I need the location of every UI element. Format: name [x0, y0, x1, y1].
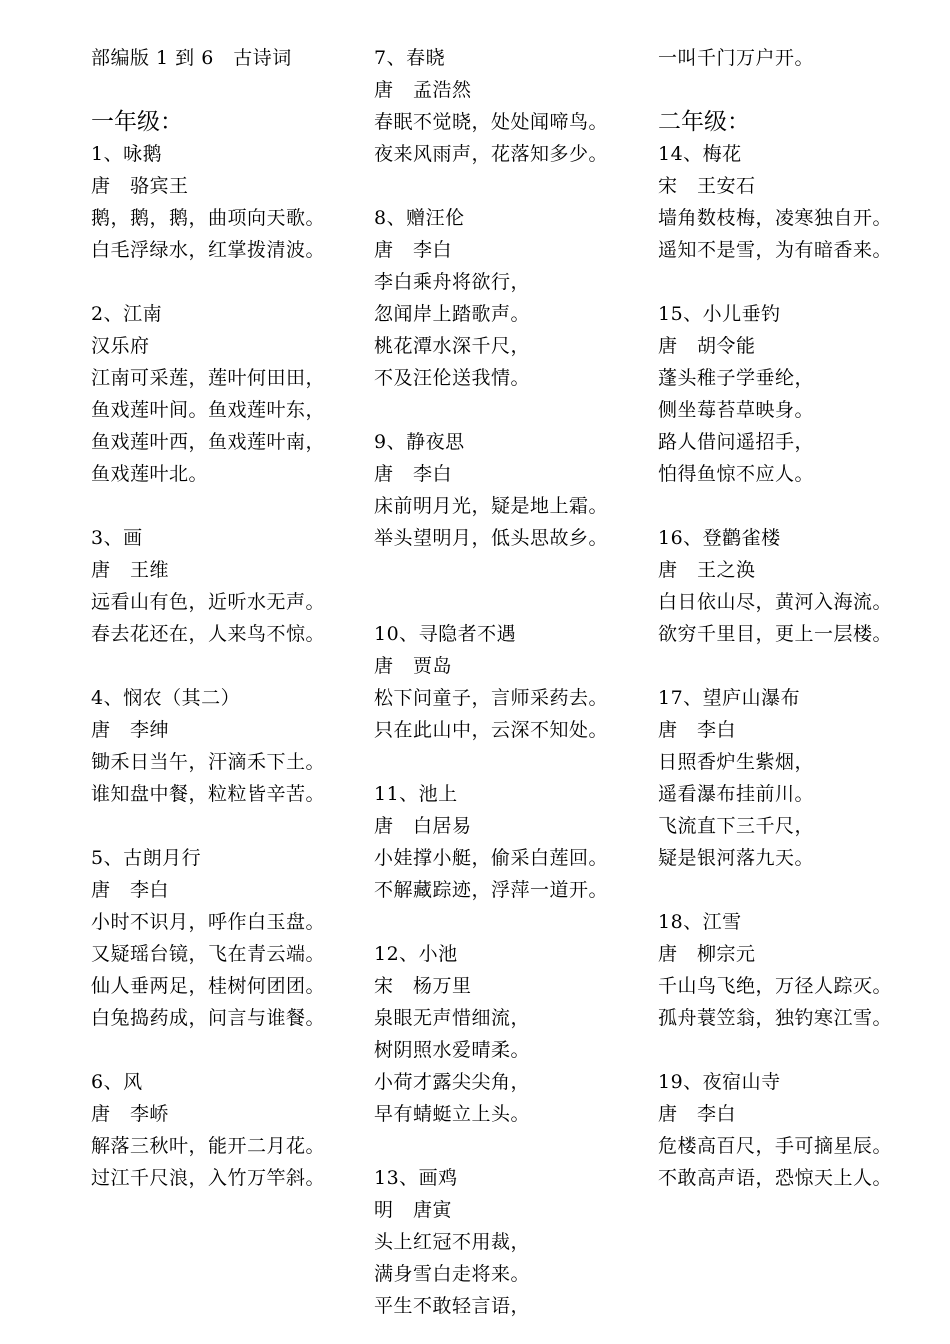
poem-author: 唐 李峤: [91, 1103, 170, 1125]
poem-line: 白毛浮绿水，红掌拨清波。: [91, 239, 326, 261]
spacer: [91, 490, 359, 522]
poem-line: 松下问童子，言师采药去。: [374, 687, 609, 709]
poem-title: 12、小池: [374, 943, 458, 965]
poem-12: [374, 938, 642, 1130]
poem-author: 唐 王之涣: [658, 559, 756, 581]
poem-line: 路人借问遥招手，: [658, 431, 815, 453]
poem-author: 明 唐寅: [374, 1199, 453, 1221]
poem-line: 小荷才露尖尖角，: [374, 1071, 531, 1093]
spacer: [658, 650, 943, 682]
poem-line: 小娃撑小艇，偷采白莲回。: [374, 847, 609, 869]
spacer: [374, 586, 642, 618]
poem-title: 5、古朗月行: [91, 847, 202, 869]
grade-heading-1: 一年级：: [91, 109, 183, 135]
poem-18: [658, 906, 943, 1034]
poem-author: 唐 孟浩然: [374, 79, 472, 101]
poem-author: 唐 李白: [374, 239, 453, 261]
poem-title: 8、赠汪伦: [374, 207, 465, 229]
poem-line: 谁知盘中餐，粒粒皆辛苦。: [91, 783, 326, 805]
spacer: [91, 810, 359, 842]
poem-line: 小时不识月，呼作白玉盘。: [91, 911, 326, 933]
poem-line: 不敢高声语，恐惊天上人。: [658, 1167, 893, 1189]
poem-line: 千山鸟飞绝，万径人踪灭。: [658, 975, 893, 997]
poem-line: 泉眼无声惜细流，: [374, 1007, 531, 1029]
spacer: [658, 874, 943, 906]
column-3: [658, 42, 943, 1194]
poem-line: 鹅，鹅，鹅，曲项向天歌。: [91, 207, 326, 229]
poem-17: [658, 682, 943, 874]
poem-title: 10、寻隐者不遇: [374, 623, 517, 645]
poem-line: 飞流直下三千尺，: [658, 815, 815, 837]
poem-author: 宋 杨万里: [374, 975, 472, 997]
poem-author: 唐 李白: [91, 879, 170, 901]
poem-author: 唐 李白: [658, 1103, 737, 1125]
poem-10: [374, 618, 642, 746]
poem-line: 满身雪白走将来。: [374, 1263, 531, 1285]
column-1: [91, 42, 359, 1194]
spacer: [374, 170, 642, 202]
spacer: [658, 74, 943, 106]
poem-author: 唐 李白: [658, 719, 737, 741]
poem-line: 春眠不觉晓，处处闻啼鸟。: [374, 111, 609, 133]
poem-line: 过江千尺浪，入竹万竿斜。: [91, 1167, 326, 1189]
poem-11: [374, 778, 642, 906]
poem-line: 蓬头稚子学垂纶，: [658, 367, 815, 389]
poem-16: [658, 522, 943, 650]
poem-9: [374, 426, 642, 554]
spacer: [658, 490, 943, 522]
poem-author: 唐 贾岛: [374, 655, 453, 677]
poem-7: [374, 42, 642, 170]
poem-title: 19、夜宿山寺: [658, 1071, 781, 1093]
poem-line: 白兔捣药成，问言与谁餐。: [91, 1007, 326, 1029]
poem-line: 怕得鱼惊不应人。: [658, 463, 815, 485]
poem-6: [91, 1066, 359, 1194]
poem-line: 遥知不是雪，为有暗香来。: [658, 239, 893, 261]
poem-line: 不解藏踪迹，浮萍一道开。: [374, 879, 609, 901]
poem-line: 桃花潭水深千尺，: [374, 335, 531, 357]
poem-line: 举头望明月，低头思故乡。: [374, 527, 609, 549]
poem-title: 7、春晓: [374, 47, 446, 69]
poem-line: 早有蜻蜓立上头。: [374, 1103, 531, 1125]
poem-line: 不及汪伦送我情。: [374, 367, 531, 389]
poem-line: 遥看瀑布挂前川。: [658, 783, 815, 805]
poem-line: 墙角数枝梅，凌寒独自开。: [658, 207, 893, 229]
poem-line: 又疑瑶台镜，飞在青云端。: [91, 943, 326, 965]
poem-line: 平生不敢轻言语，: [374, 1295, 531, 1317]
poem-author: 唐 白居易: [374, 815, 472, 837]
spacer: [91, 266, 359, 298]
poem-title: 3、画: [91, 527, 143, 549]
poem-line: 忽闻岸上踏歌声。: [374, 303, 531, 325]
poem-line: 欲穷千里目，更上一层楼。: [658, 623, 893, 645]
spacer: [374, 746, 642, 778]
spacer: [91, 1034, 359, 1066]
poem-line: 鱼戏莲叶北。: [91, 463, 209, 485]
spacer: [374, 1130, 642, 1162]
document-title: 部编版 1 到 6 古诗词: [91, 47, 292, 69]
spacer: [91, 650, 359, 682]
poem-14: [658, 138, 943, 266]
spacer: [374, 906, 642, 938]
poem-line: 日照香炉生紫烟，: [658, 751, 815, 773]
poem-line: 孤舟蓑笠翁，独钓寒江雪。: [658, 1007, 893, 1029]
poem-author: 宋 王安石: [658, 175, 756, 197]
poem-2: [91, 298, 359, 490]
column-2: [374, 42, 642, 1322]
poem-line: 床前明月光，疑是地上霜。: [374, 495, 609, 517]
poem-line: 侧坐莓苔草映身。: [658, 399, 815, 421]
spacer: [658, 266, 943, 298]
poem-line: 夜来风雨声，花落知多少。: [374, 143, 609, 165]
poem-author: 唐 胡令能: [658, 335, 756, 357]
poem-title: 1、咏鹅: [91, 143, 163, 165]
poem-8: [374, 202, 642, 394]
poem-19: [658, 1066, 943, 1194]
spacer: [374, 394, 642, 426]
poem-title: 4、悯农（其二）: [91, 687, 241, 709]
poem-author: 唐 李白: [374, 463, 453, 485]
poem-line: 疑是银河落九天。: [658, 847, 815, 869]
poem-title: 16、登鹳雀楼: [658, 527, 781, 549]
spacer: [374, 554, 642, 586]
poem-13: [374, 1162, 642, 1322]
poem-author: 汉乐府: [91, 335, 150, 357]
poem-line: 树阴照水爱晴柔。: [374, 1039, 531, 1061]
poem-title: 18、江雪: [658, 911, 742, 933]
poem-line: 锄禾日当午，汗滴禾下土。: [91, 751, 326, 773]
poem-author: 唐 王维: [91, 559, 170, 581]
poem-line: 远看山有色，近听水无声。: [91, 591, 326, 613]
poem-title: 14、梅花: [658, 143, 742, 165]
poem-15: [658, 298, 943, 490]
poem-line: 鱼戏莲叶西，鱼戏莲叶南，: [91, 431, 326, 453]
poem-5: [91, 842, 359, 1034]
poem-title: 2、江南: [91, 303, 163, 325]
poem-title: 11、池上: [374, 783, 458, 805]
poem-line: 只在此山中，云深不知处。: [374, 719, 609, 741]
poem-4: [91, 682, 359, 810]
poem-3: [91, 522, 359, 650]
poem-title: 13、画鸡: [374, 1167, 458, 1189]
poem-title: 9、静夜思: [374, 431, 465, 453]
poem-author: 唐 柳宗元: [658, 943, 756, 965]
poem-line: 春去花还在，人来鸟不惊。: [91, 623, 326, 645]
poem-title: 17、望庐山瀑布: [658, 687, 801, 709]
poem-line: 解落三秋叶，能开二月花。: [91, 1135, 326, 1157]
poem-author: 唐 李绅: [91, 719, 170, 741]
poem-line: 危楼高百尺，手可摘星辰。: [658, 1135, 893, 1157]
poem-line: 李白乘舟将欲行，: [374, 271, 531, 293]
poem-line: 鱼戏莲叶间。鱼戏莲叶东，: [91, 399, 326, 421]
poem-line: 仙人垂两足，桂树何团团。: [91, 975, 326, 997]
poem-line: 头上红冠不用裁，: [374, 1231, 531, 1253]
poem-line: 江南可采莲，莲叶何田田，: [91, 367, 326, 389]
poem-author: 唐 骆宾王: [91, 175, 189, 197]
poem-line: 一叫千门万户开。: [658, 47, 815, 69]
poem-title: 15、小儿垂钓: [658, 303, 781, 325]
spacer: [658, 1034, 943, 1066]
poem-title: 6、风: [91, 1071, 143, 1093]
poem-1: [91, 138, 359, 266]
poem-line: 白日依山尽，黄河入海流。: [658, 591, 893, 613]
spacer: [91, 74, 359, 106]
grade-heading-2: 二年级：: [658, 109, 750, 135]
